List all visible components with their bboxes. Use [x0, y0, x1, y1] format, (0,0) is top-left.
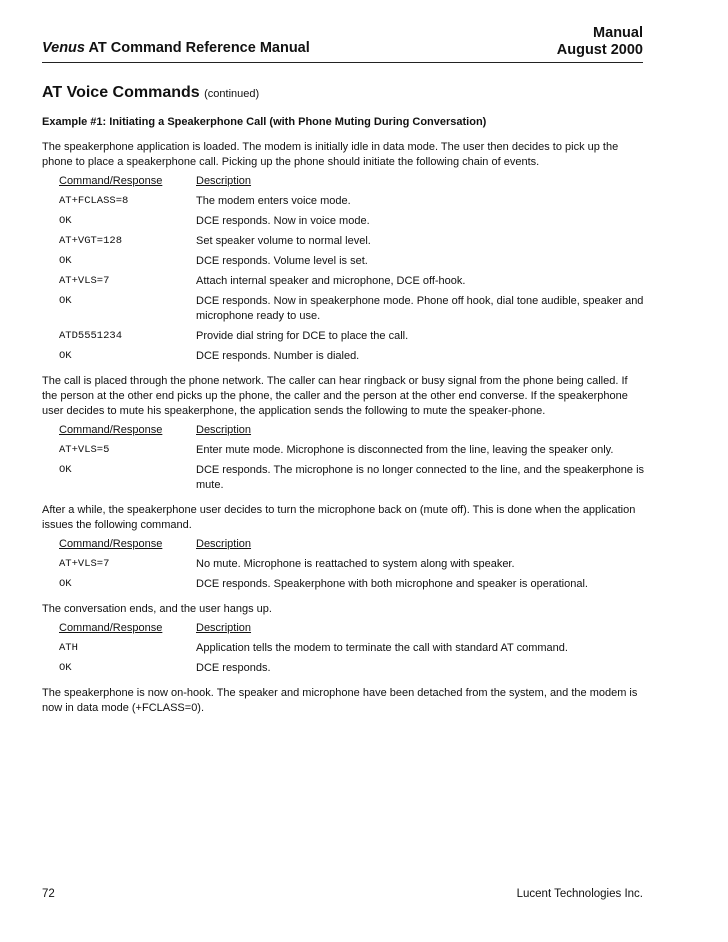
table-row [42, 329, 645, 344]
table-header-row [42, 537, 645, 552]
command-cell: AT+FCLASS=8 [59, 195, 129, 207]
header-divider [42, 62, 643, 63]
column-header-description: Description [196, 175, 252, 187]
paragraph: The speakerphone is now on-hook. The speaker and microphone have been detached from the system, and the modem is now in data mode (+FCLASS=0). [42, 687, 638, 714]
description-cell: Application tells the modem to terminate the call with standard AT command. [196, 642, 568, 654]
table-header-row [42, 621, 645, 636]
command-cell: OK [59, 350, 72, 362]
column-header-description: Description [196, 622, 252, 634]
description-cell: DCE responds. Speakerphone with both microphone and speaker is operational. [196, 578, 588, 590]
command-table [42, 423, 645, 493]
command-cell: AT+VLS=7 [59, 275, 110, 287]
command-cell: OK [59, 255, 72, 267]
description-cell: Attach internal speaker and microphone, DCE off-hook. [196, 275, 466, 287]
command-cell: OK [59, 295, 72, 307]
table-row [42, 254, 645, 269]
table-row [42, 274, 645, 289]
column-header-command: Command/Response [59, 622, 163, 634]
example-title: Example #1: Initiating a Speakerphone Call (with Phone Muting During Conversation) [42, 116, 487, 128]
description-cell: DCE responds. [196, 662, 271, 674]
column-header-command: Command/Response [59, 175, 163, 187]
description-cell: Enter mute mode. Microphone is disconnected from the line, leaving the speaker only. [196, 444, 614, 456]
column-header-description: Description [196, 538, 252, 550]
paragraph: The speakerphone application is loaded. The modem is initially idle in data mode. The user then decides to pick up the phone to place a speakerphone call. Picking up the phone should initiate the following chain of events. [42, 141, 619, 168]
description-cell: No mute. Microphone is reattached to system along with speaker. [196, 558, 515, 570]
page-number: 72 [42, 888, 55, 900]
table-row [42, 577, 645, 592]
command-cell: OK [59, 662, 72, 674]
table-row [42, 214, 645, 229]
header-doc-type: Manual [593, 25, 643, 41]
table-row [42, 557, 645, 572]
command-cell: OK [59, 578, 72, 590]
description-cell: DCE responds. Now in speakerphone mode. Phone off hook, dial tone audible, speaker and microphone ready to use. [196, 295, 644, 322]
table-row [42, 294, 645, 324]
column-header-description: Description [196, 424, 252, 436]
paragraph: After a while, the speakerphone user decides to turn the microphone back on (mute off). This is done when the application issues the following command. [42, 504, 636, 531]
command-cell: OK [59, 464, 72, 476]
command-cell: OK [59, 215, 72, 227]
command-cell: AT+VLS=5 [59, 444, 110, 456]
page-content [42, 84, 645, 720]
table-row [42, 194, 645, 209]
description-cell: Provide dial string for DCE to place the call. [196, 330, 409, 342]
table-row [42, 349, 645, 364]
description-cell: DCE responds. The microphone is no longer connected to the line, and the speakerphone is mute. [196, 464, 645, 491]
column-header-command: Command/Response [59, 538, 163, 550]
description-cell: The modem enters voice mode. [196, 195, 351, 207]
header-title-rest: AT Command Reference Manual [84, 40, 310, 56]
column-header-command: Command/Response [59, 424, 163, 436]
description-cell: DCE responds. Number is dialed. [196, 350, 360, 362]
paragraph: The call is placed through the phone network. The caller can hear ringback or busy signal from the phone being called. If the person at the other end picks up the phone, the caller and the person at the other end converse. If the speakerphone user decides to mute his speakerphone, the application sends the following to mute the speaker-phone. [42, 375, 628, 417]
command-table [42, 621, 645, 676]
command-table [42, 174, 645, 364]
section-title [42, 84, 645, 102]
description-cell: DCE responds. Volume level is set. [196, 255, 368, 267]
table-row [42, 234, 645, 249]
table-row [42, 463, 645, 493]
table-row [42, 443, 645, 458]
header-title [42, 40, 310, 56]
footer-company: Lucent Technologies Inc. [516, 888, 643, 900]
paragraph: The conversation ends, and the user hangs up. [42, 603, 272, 615]
header-right [557, 25, 643, 59]
table-row [42, 641, 645, 656]
description-cell: DCE responds. Now in voice mode. [196, 215, 370, 227]
table-header-row [42, 423, 645, 438]
table-row [42, 661, 645, 676]
table-header-row [42, 174, 645, 189]
section-title-text: AT Voice Commands [42, 84, 200, 101]
description-cell: Set speaker volume to normal level. [196, 235, 371, 247]
command-cell: AT+VGT=128 [59, 235, 123, 247]
command-cell: ATH [59, 642, 78, 654]
command-cell: AT+VLS=7 [59, 558, 110, 570]
section-continued: (continued) [204, 88, 260, 100]
command-table [42, 537, 645, 592]
command-cell: ATD5551234 [59, 330, 123, 342]
header-product-name: Venus [42, 40, 85, 56]
header-date: August 2000 [556, 42, 643, 58]
